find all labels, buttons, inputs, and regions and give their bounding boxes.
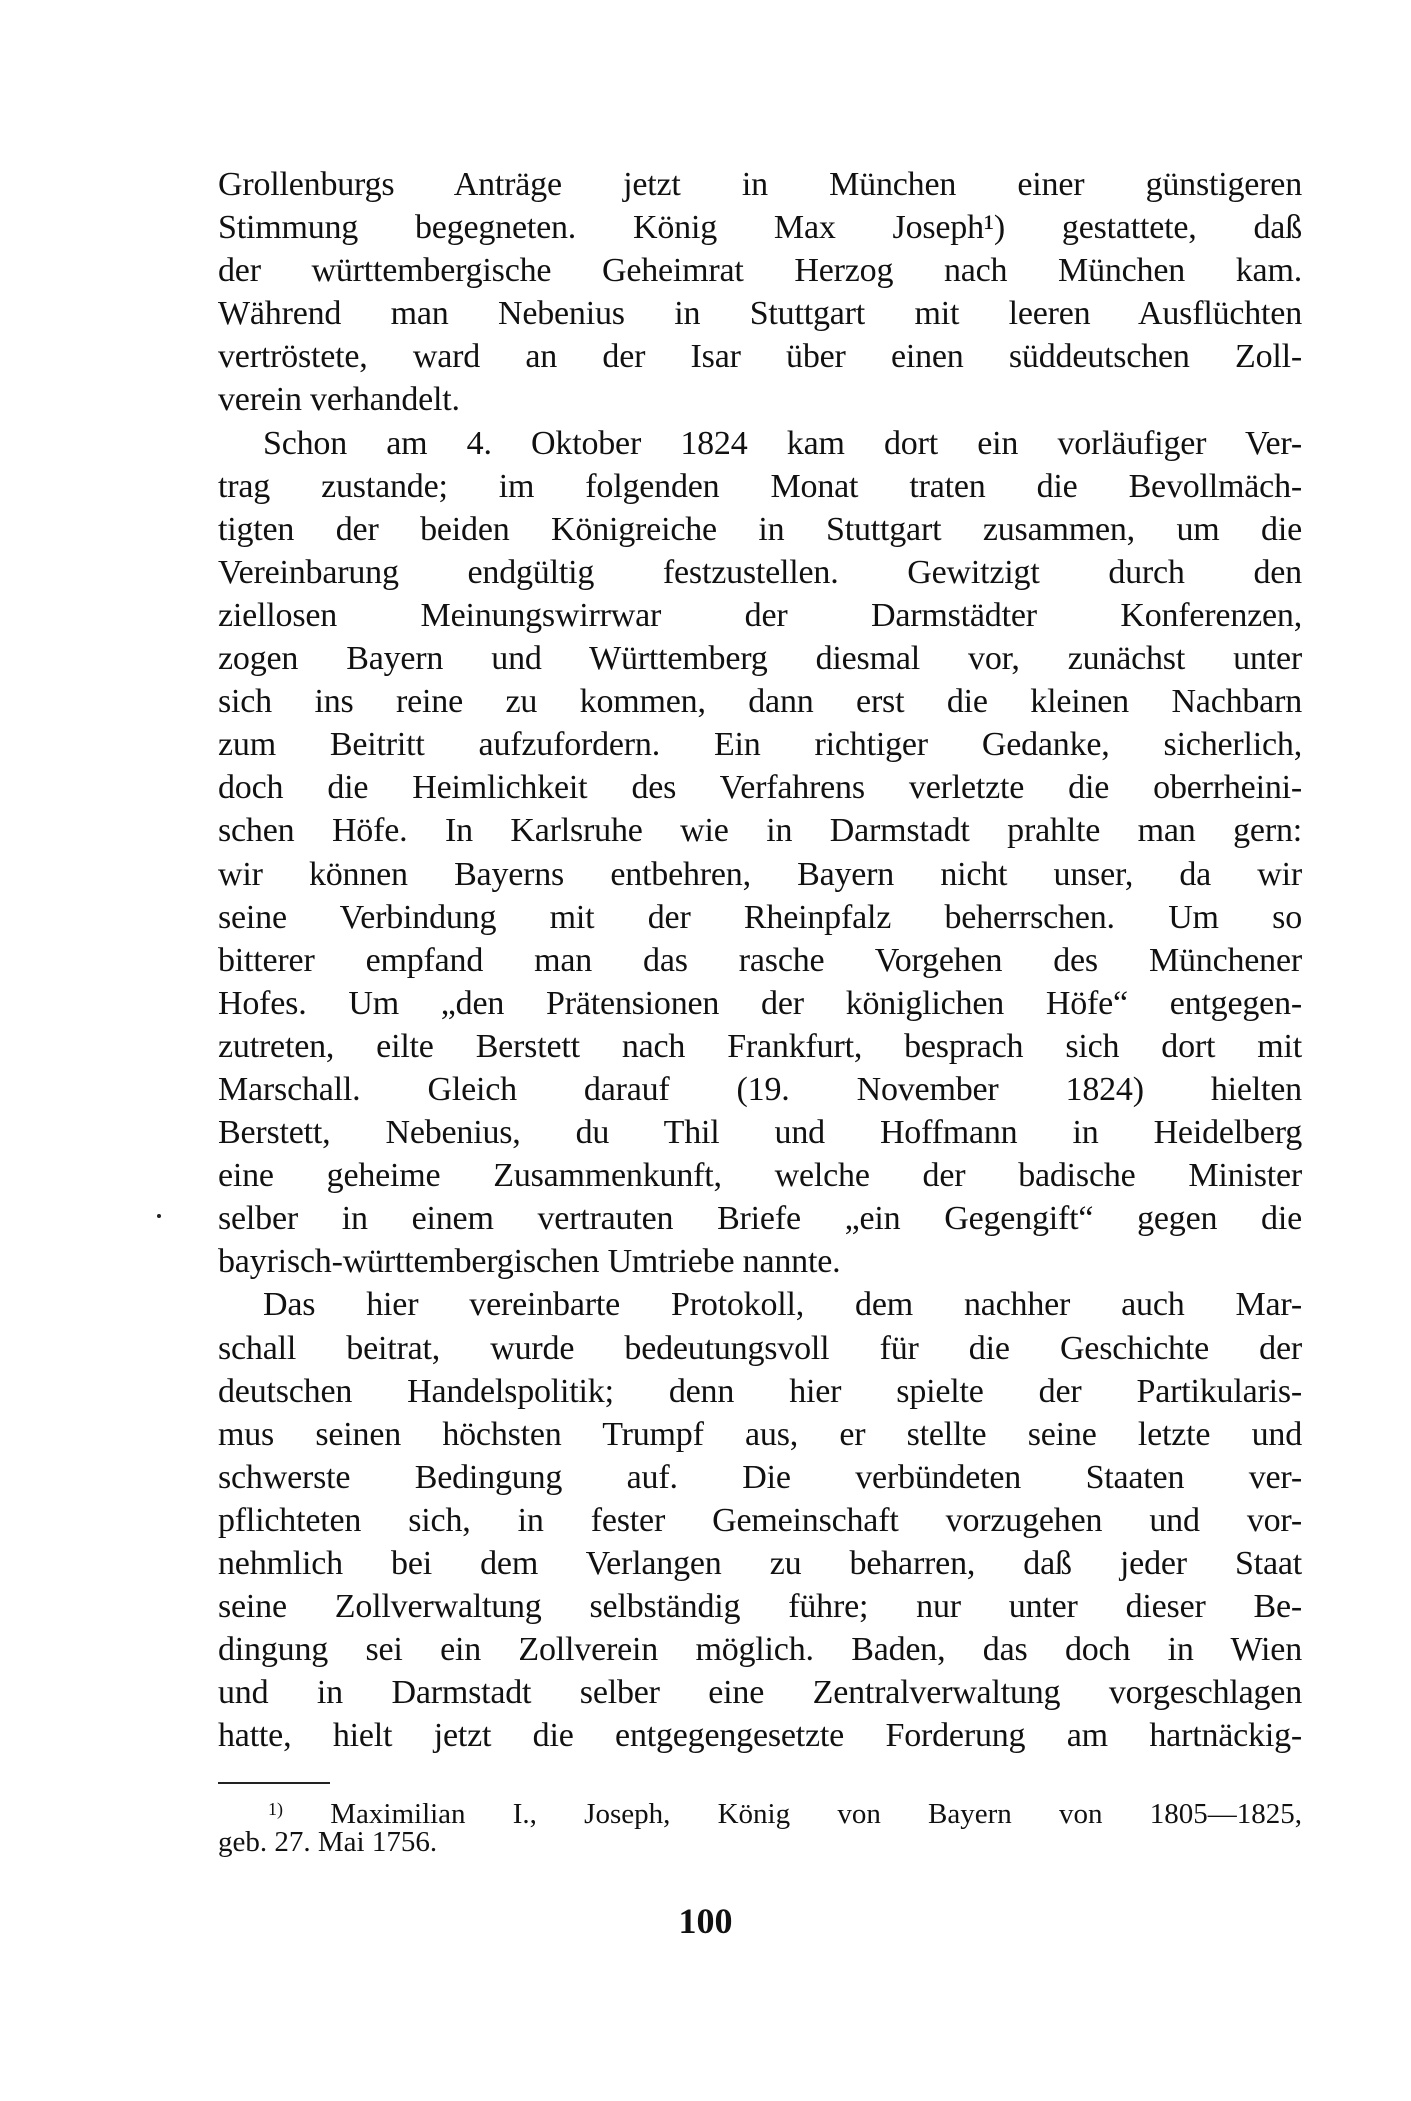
text-line: seine Zollverwaltung selbständig führe; nur unter dieser Be- [218, 1588, 1302, 1626]
text-line: und in Darmstadt selber eine Zentralverwaltung vorgeschlagen [218, 1674, 1302, 1712]
text-line: Schon am 4. Oktober 1824 kam dort ein vorläufiger Ver- [263, 424, 1302, 462]
text-line: schwerste Bedingung auf. Die verbündeten Staaten ver- [218, 1458, 1302, 1496]
text-line: schall beitrat, wurde bedeutungsvoll für die Geschichte der [218, 1329, 1302, 1367]
page-number: 100 [678, 1901, 733, 1941]
text-line: zogen Bayern und Württemberg diesmal vor, zunächst unter [218, 640, 1302, 678]
text-line: seine Verbindung mit der Rheinpfalz beherrschen. Um so [218, 898, 1302, 936]
text-line: doch die Heimlichkeit des Verfahrens verletzte die oberrheini- [218, 769, 1302, 807]
text-line: trag zustande; im folgenden Monat traten die Bevollmäch- [218, 467, 1302, 505]
text-line: dingung sei ein Zollverein möglich. Baden, das doch in Wien [218, 1631, 1302, 1669]
text-line: ziellosen Meinungswirrwar der Darmstädter Konferenzen, [218, 596, 1302, 634]
text-line: Stimmung begegneten. König Max Joseph¹) gestattete, daß [218, 209, 1302, 247]
text-line: Marschall. Gleich darauf (19. November 1824) hielten [218, 1070, 1302, 1108]
footnote [218, 1800, 1302, 1856]
footnote-rule [218, 1782, 330, 1784]
text-line: eine geheime Zusammenkunft, welche der badische Minister [218, 1157, 1302, 1195]
text-line: hatte, hielt jetzt die entgegengesetzte Forderung am hartnäckig- [218, 1717, 1302, 1755]
footnote-line-2: geb. 27. Mai 1756. [218, 1826, 438, 1858]
footnote-text: Maximilian I., Joseph, König von Bayern von 1805—1825, [330, 1798, 1302, 1830]
text-line: Vereinbarung endgültig festzustellen. Gewitzigt durch den [218, 553, 1302, 591]
text-line: Während man Nebenius in Stuttgart mit leeren Ausflüchten [218, 295, 1302, 333]
text-line: pflichteten sich, in fester Gemeinschaft vorzugehen und vor- [218, 1501, 1302, 1539]
text-line: zum Beitritt aufzufordern. Ein richtiger Gedanke, sicherlich, [218, 726, 1302, 764]
text-line: verein verhandelt. [218, 381, 460, 419]
text-line: Berstett, Nebenius, du Thil und Hoffmann in Heidelberg [218, 1114, 1302, 1152]
footnote-line-1 [218, 1800, 1302, 1828]
footnote-marker: 1) [268, 1799, 283, 1819]
text-line: Das hier vereinbarte Protokoll, dem nachher auch Mar- [263, 1286, 1302, 1324]
text-line: deutschen Handelspolitik; denn hier spielte der Partikularis- [218, 1372, 1302, 1410]
text-line: bitterer empfand man das rasche Vorgehen des Münchener [218, 941, 1302, 979]
text-line: zutreten, eilte Berstett nach Frankfurt, besprach sich dort mit [218, 1027, 1302, 1065]
text-line: nehmlich bei dem Verlangen zu beharren, daß jeder Staat [218, 1545, 1302, 1582]
text-line: Hofes. Um „den Prätensionen der königlichen Höfe“ entgegen- [218, 984, 1302, 1022]
text-line: mus seinen höchsten Trumpf aus, er stellte seine letzte und [218, 1415, 1302, 1453]
text-line: bayrisch-württembergischen Umtriebe nannte. [218, 1243, 841, 1281]
text-line: sich ins reine zu kommen, dann erst die kleinen Nachbarn [218, 683, 1302, 721]
text-line: Grollenburgs Anträge jetzt in München einer günstigeren [218, 166, 1302, 203]
text-line: wir können Bayerns entbehren, Bayern nicht unser, da wir [218, 855, 1302, 893]
margin-mark [157, 1214, 161, 1218]
text-line: vertröstete, ward an der Isar über einen süddeutschen Zoll- [218, 338, 1302, 376]
text-line: der württembergische Geheimrat Herzog nach München kam. [218, 252, 1302, 290]
body-text [218, 163, 1302, 1757]
text-line: schen Höfe. In Karlsruhe wie in Darmstadt prahlte man gern: [218, 812, 1302, 850]
text-line: selber in einem vertrauten Briefe „ein Gegengift“ gegen die [218, 1200, 1302, 1238]
text-line: tigten der beiden Königreiche in Stuttgart zusammen, um die [218, 510, 1302, 548]
